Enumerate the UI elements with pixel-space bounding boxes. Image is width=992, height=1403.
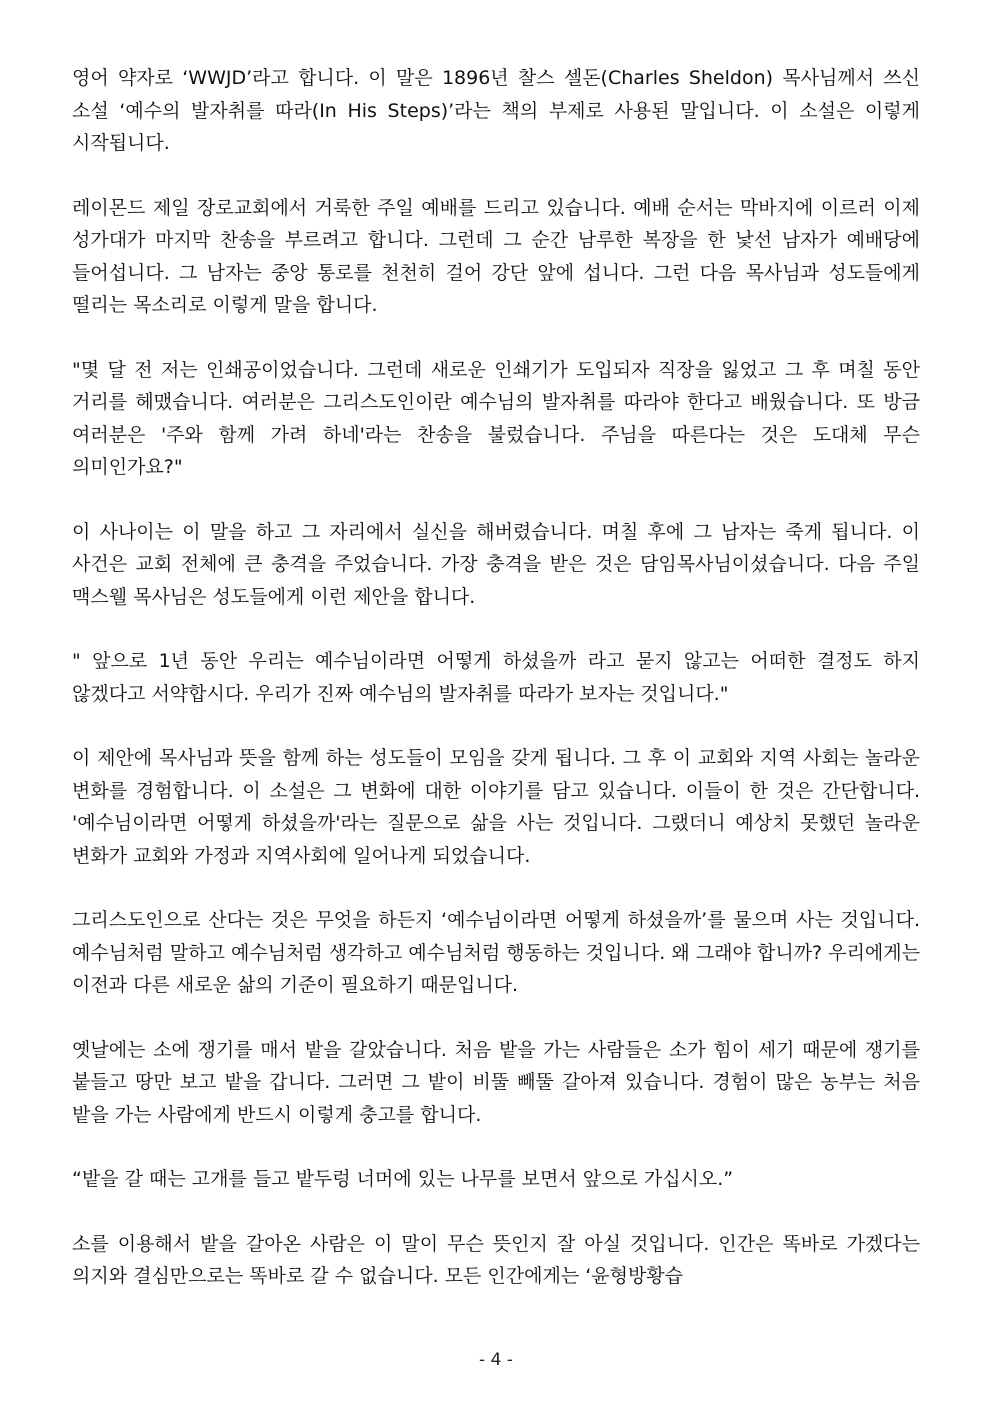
page-number: - 4 - [479,1350,513,1370]
paragraph-stranger-speech: "몇 달 전 저는 인쇄공이었습니다. 그런데 새로운 인쇄기가 도입되자 직장을 잃었고 그 후 며칠 동안 거리를 헤맸습니다. 여러분은 그리스도인이란 예수님의 발자취를 따라야 한다고 배웠습니다. 또 방금 여러분은 '주와 함께 가려 하네'라는 찬송을 불렀습니다. 주님을 따른다는 것은 도대체 무슨 의미인가요?" [72,358,920,478]
paragraph-fainting: 이 사나이는 이 말을 하고 그 자리에서 실신을 해버렸습니다. 며칠 후에 그 남자는 죽게 됩니다. 이 사건은 교회 전체에 큰 충격을 주었습니다. 가장 충격을 받은 것은 담임목사님이셨습니다. 다음 주일 맥스웰 목사님은 성도들에게 이런 제안을 합니다. [72,520,920,608]
paragraph-ring-wandering: 소를 이용해서 밭을 갈아온 사람은 이 말이 무슨 뜻인지 잘 아실 것입니다. 인간은 똑바로 가겠다는 의지와 결심만으로는 똑바로 갈 수 없습니다. 모든 인간에게는 ‘윤형방황습 [72,1232,920,1287]
paragraph-plowing: 옛날에는 소에 쟁기를 매서 밭을 갈았습니다. 처음 밭을 가는 사람들은 소가 힘이 세기 때문에 쟁기를 붙들고 땅만 보고 밭을 갑니다. 그러면 그 밭이 비뚤 빼뚤 갈아져 있습니다. 경험이 많은 농부는 처음 밭을 가는 사람에게 반드시 이렇게 충고를 합니다. [72,1038,920,1126]
paragraph-pledge-quote: " 앞으로 1년 동안 우리는 예수님이라면 어떻게 하셨을까 라고 묻지 않고는 어떠한 결정도 하지 않겠다고 서약합시다. 우리가 진짜 예수님의 발자취를 따라가 보자는 것입니다." [72,650,920,705]
paragraph-farmer-advice: “밭을 갈 때는 고개를 들고 밭두렁 너머에 있는 나무를 보면서 앞으로 가십시오.” [72,1168,734,1190]
paragraph-community-change: 이 제안에 목사님과 뜻을 함께 하는 성도들이 모임을 갖게 됩니다. 그 후 이 교회와 지역 사회는 놀라운 변화를 경험합니다. 이 소설은 그 변화에 대한 이야기를 담고 있습니다. 이들이 한 것은 간단합니다. '예수님이라면 어떻게 하셨을까'라는 질문으로 삶을 사는 것입니다. 그랬더니 예상치 못했던 놀라운 변화가 교회와 가정과 지역사회에 일어나게 되었습니다. [72,747,920,867]
paragraph-christian-life: 그리스도인으로 산다는 것은 무엇을 하든지 ‘예수님이라면 어떻게 하셨을까’를 물으며 사는 것입니다. 예수님처럼 말하고 예수님처럼 생각하고 예수님처럼 행동하는 것입니다. 왜 그래야 합니까? 우리에게는 이전과 다른 새로운 삶의 기준이 필요하기 때문입니다. [72,909,920,996]
paragraph-church-service: 레이몬드 제일 장로교회에서 거룩한 주일 예배를 드리고 있습니다. 예배 순서는 막바지에 이르러 이제 성가대가 마지막 찬송을 부르려고 합니다. 그런데 그 순간 남루한 복장을 한 낯선 남자가 예배당에 들어섭니다. 그 남자는 중앙 통로를 천천히 걸어 강단 앞에 섭니다. 그런 다음 목사님과 성도들에게 떨리는 목소리로 이렇게 말을 합니다. [72,196,920,316]
paragraph-wwjd-intro: 영어 약자로 ‘WWJD’라고 합니다. 이 말은 1896년 찰스 셀돈(Charles Sheldon) 목사님께서 쓰신 소설 ‘예수의 발자취를 따라(In His Steps)’라는 책의 부제로 사용된 말입니다. 이 소설은 이렇게 시작됩니다. [72,67,920,154]
page-body [72,62,920,1325]
